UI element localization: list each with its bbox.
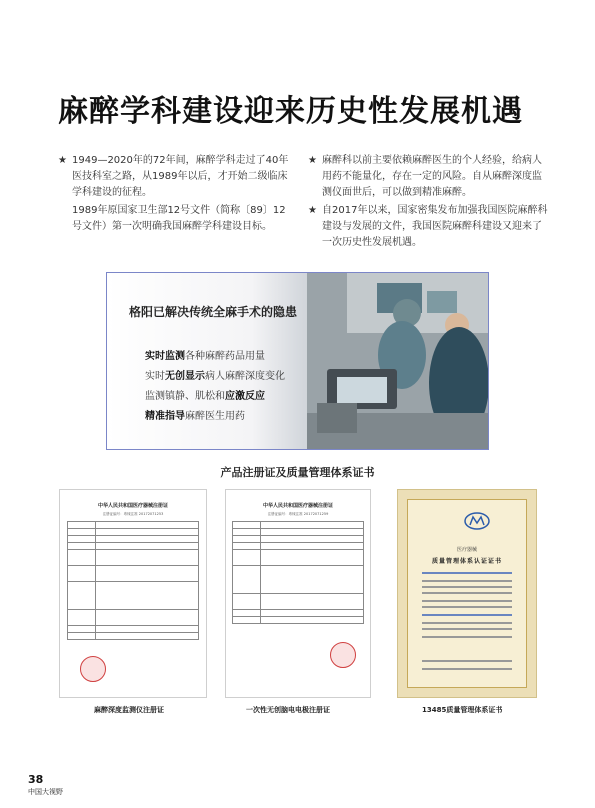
banner-heading: 格阳已解决传统全麻手术的隐患 — [129, 305, 298, 319]
banner-line-2-pre: 实时 — [145, 371, 165, 382]
certificate-2-caption: 一次性无创脑电电极注册证 — [246, 706, 330, 714]
certificate-2-table — [232, 521, 364, 624]
text-line — [422, 592, 512, 594]
right-bullet-1 — [308, 153, 548, 201]
left-bullet-1-text: 1949—2020年的72年间，麻醉学科走过了40年医技科室之路，从1989年以后，才开始二级临床学科建设的征程。 — [72, 155, 289, 198]
operating-room-photo — [307, 273, 489, 450]
banner-line-3-bold: 应激反应 — [225, 391, 265, 402]
banner-line-4-rest: 麻醉医生用药 — [185, 411, 245, 422]
red-seal-stamp — [80, 656, 106, 682]
certificates-title: 产品注册证及质量管理体系证书 — [220, 466, 375, 479]
text-line — [422, 614, 512, 616]
certificate-image-1 — [59, 489, 207, 698]
banner-line-1-bold: 实时监测 — [145, 351, 185, 362]
text-line — [422, 622, 512, 624]
text-line — [422, 606, 512, 608]
page-number: 38 — [28, 773, 44, 786]
text-line — [422, 660, 512, 662]
star-icon: ★ — [308, 205, 317, 216]
promo-banner — [106, 272, 489, 450]
left-paragraph-1: 1989年原国家卫生部12号文件（简称〔89〕12号文件）第一次明确我国麻醉学科建设目标。 — [72, 205, 286, 232]
text-line — [422, 600, 512, 602]
certificate-3-caption: 13485质量管理体系证书 — [422, 706, 503, 714]
right-bullet-2-text: 自2017年以来，国家密集发布加强我国医院麻醉科建设与发展的文件，我国医院麻醉科建设又迎来了一次历史性发展机遇。 — [322, 205, 548, 248]
right-bullet-1-text: 麻醉科以前主要依赖麻醉医生的个人经验，给病人用药不能量化，存在一定的风险。自从麻醉深度监测仪面世后，可以做到精准麻醉。 — [322, 155, 542, 198]
certificate-image-2 — [225, 489, 371, 698]
banner-line-1-rest: 各种麻醉药品用量 — [185, 351, 265, 362]
certificate-1-header: 中华人民共和国医疗器械注册证 — [97, 503, 168, 509]
certificate-3-subheader: 质量管理体系认证证书 — [431, 558, 502, 565]
certificate-3-header: 医疗器械 — [456, 547, 477, 553]
banner-line-2-bold: 无创显示 — [165, 371, 205, 382]
certificate-2-header: 中华人民共和国医疗器械注册证 — [262, 503, 333, 509]
banner-line-3-pre: 监测镇静、肌松和 — [145, 391, 225, 402]
text-line — [422, 586, 512, 588]
banner-feature-list — [145, 347, 285, 427]
right-bullet-2 — [308, 203, 548, 251]
certificate-2-number: 注册证编号：粤械注准 20172071259 — [267, 512, 329, 516]
certificate-3-frame — [407, 499, 527, 688]
certification-logo-icon — [464, 512, 490, 530]
star-icon: ★ — [58, 155, 67, 166]
text-line — [422, 668, 512, 670]
banner-line-1 — [145, 347, 285, 367]
certificate-image-3 — [397, 489, 537, 698]
banner-line-2 — [145, 367, 285, 387]
page-title: 麻醉学科建设迎来历史性发展机遇 — [58, 94, 523, 129]
banner-line-4 — [145, 407, 285, 427]
left-column — [58, 153, 290, 235]
banner-line-4-bold: 精准指导 — [145, 411, 185, 422]
magazine-name: 中国大视野 — [28, 788, 63, 796]
text-line — [422, 580, 512, 582]
red-seal-stamp — [330, 642, 356, 668]
banner-line-3 — [145, 387, 285, 407]
left-bullet-1 — [58, 153, 290, 201]
certificate-1-table — [67, 521, 199, 640]
right-column — [308, 153, 548, 251]
certificate-1-caption: 麻醉深度监测仪注册证 — [94, 706, 164, 714]
star-icon: ★ — [308, 155, 317, 166]
text-line — [422, 572, 512, 574]
text-line — [422, 636, 512, 638]
text-line — [422, 628, 512, 630]
certificate-1-number: 注册证编号：粤械注准 20172071253 — [102, 512, 164, 516]
banner-line-2-rest: 病人麻醉深度变化 — [205, 371, 285, 382]
